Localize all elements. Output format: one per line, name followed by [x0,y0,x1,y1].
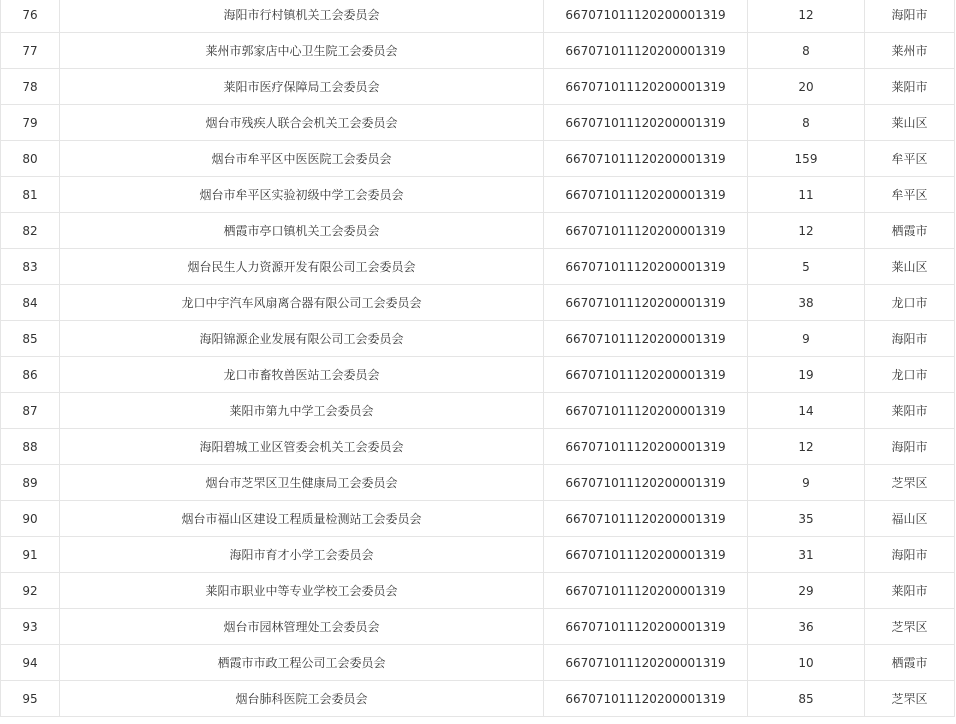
area-name: 栖霞市 [865,645,955,681]
area-name: 栖霞市 [865,213,955,249]
member-count: 31 [748,537,865,573]
row-index: 76 [1,0,60,33]
union-code: 667071011120200001319 [544,393,748,429]
row-index: 78 [1,69,60,105]
member-count: 8 [748,33,865,69]
row-index: 92 [1,573,60,609]
union-code: 667071011120200001319 [544,105,748,141]
union-table-body [1,0,955,717]
union-code: 667071011120200001319 [544,141,748,177]
member-count: 14 [748,393,865,429]
union-name: 烟台民生人力资源开发有限公司工会委员会 [60,249,544,285]
area-name: 龙口市 [865,357,955,393]
area-name: 莱州市 [865,33,955,69]
row-index: 77 [1,33,60,69]
area-name: 龙口市 [865,285,955,321]
row-index: 93 [1,609,60,645]
member-count: 8 [748,105,865,141]
area-name: 海阳市 [865,429,955,465]
area-name: 芝罘区 [865,681,955,717]
table-row [1,537,955,573]
union-name: 海阳碧城工业区管委会机关工会委员会 [60,429,544,465]
row-index: 82 [1,213,60,249]
union-name: 栖霞市市政工程公司工会委员会 [60,645,544,681]
union-code: 667071011120200001319 [544,213,748,249]
union-name: 海阳锦源企业发展有限公司工会委员会 [60,321,544,357]
union-name: 海阳市行村镇机关工会委员会 [60,0,544,33]
member-count: 5 [748,249,865,285]
union-name: 龙口市畜牧兽医站工会委员会 [60,357,544,393]
member-count: 20 [748,69,865,105]
row-index: 87 [1,393,60,429]
table-row [1,105,955,141]
union-code: 667071011120200001319 [544,249,748,285]
area-name: 莱山区 [865,105,955,141]
area-name: 福山区 [865,501,955,537]
union-name: 烟台市残疾人联合会机关工会委员会 [60,105,544,141]
row-index: 80 [1,141,60,177]
row-index: 88 [1,429,60,465]
member-count: 9 [748,465,865,501]
union-code: 667071011120200001319 [544,501,748,537]
union-name: 烟台市园林管理处工会委员会 [60,609,544,645]
area-name: 海阳市 [865,537,955,573]
union-name: 莱阳市医疗保障局工会委员会 [60,69,544,105]
area-name: 海阳市 [865,0,955,33]
table-row [1,681,955,717]
union-name: 烟台肺科医院工会委员会 [60,681,544,717]
table-row [1,573,955,609]
table-row [1,285,955,321]
union-name: 烟台市牟平区实验初级中学工会委员会 [60,177,544,213]
union-code: 667071011120200001319 [544,0,748,33]
union-name: 龙口中宇汽车风扇离合器有限公司工会委员会 [60,285,544,321]
union-name: 烟台市芝罘区卫生健康局工会委员会 [60,465,544,501]
area-name: 莱阳市 [865,393,955,429]
union-code: 667071011120200001319 [544,33,748,69]
member-count: 12 [748,0,865,33]
union-code: 667071011120200001319 [544,69,748,105]
table-row [1,429,955,465]
area-name: 牟平区 [865,141,955,177]
table-row [1,393,955,429]
member-count: 36 [748,609,865,645]
table-row [1,0,955,33]
member-count: 38 [748,285,865,321]
table-row [1,177,955,213]
area-name: 莱山区 [865,249,955,285]
union-code: 667071011120200001319 [544,465,748,501]
union-code: 667071011120200001319 [544,285,748,321]
row-index: 85 [1,321,60,357]
member-count: 35 [748,501,865,537]
table-row [1,141,955,177]
union-name: 莱州市郭家店中心卫生院工会委员会 [60,33,544,69]
area-name: 海阳市 [865,321,955,357]
table-row [1,213,955,249]
table-row [1,609,955,645]
row-index: 94 [1,645,60,681]
row-index: 90 [1,501,60,537]
union-name: 栖霞市亭口镇机关工会委员会 [60,213,544,249]
row-index: 84 [1,285,60,321]
member-count: 12 [748,213,865,249]
union-code: 667071011120200001319 [544,177,748,213]
union-name: 烟台市牟平区中医医院工会委员会 [60,141,544,177]
union-name: 莱阳市职业中等专业学校工会委员会 [60,573,544,609]
row-index: 89 [1,465,60,501]
member-count: 11 [748,177,865,213]
row-index: 95 [1,681,60,717]
union-code: 667071011120200001319 [544,429,748,465]
table-row [1,645,955,681]
union-code: 667071011120200001319 [544,609,748,645]
union-name: 烟台市福山区建设工程质量检测站工会委员会 [60,501,544,537]
union-name: 海阳市育才小学工会委员会 [60,537,544,573]
union-code: 667071011120200001319 [544,681,748,717]
member-count: 10 [748,645,865,681]
table-row [1,321,955,357]
member-count: 29 [748,573,865,609]
row-index: 79 [1,105,60,141]
table-row [1,501,955,537]
area-name: 牟平区 [865,177,955,213]
member-count: 12 [748,429,865,465]
area-name: 莱阳市 [865,69,955,105]
union-code: 667071011120200001319 [544,357,748,393]
union-code: 667071011120200001319 [544,573,748,609]
table-row [1,69,955,105]
table-row [1,465,955,501]
table-row [1,357,955,393]
row-index: 83 [1,249,60,285]
row-index: 91 [1,537,60,573]
union-code: 667071011120200001319 [544,321,748,357]
row-index: 86 [1,357,60,393]
member-count: 19 [748,357,865,393]
member-count: 9 [748,321,865,357]
member-count: 85 [748,681,865,717]
area-name: 芝罘区 [865,465,955,501]
row-index: 81 [1,177,60,213]
union-name: 莱阳市第九中学工会委员会 [60,393,544,429]
area-name: 芝罘区 [865,609,955,645]
table-row [1,249,955,285]
union-code: 667071011120200001319 [544,645,748,681]
member-count: 159 [748,141,865,177]
table-row [1,33,955,69]
area-name: 莱阳市 [865,573,955,609]
union-code: 667071011120200001319 [544,537,748,573]
